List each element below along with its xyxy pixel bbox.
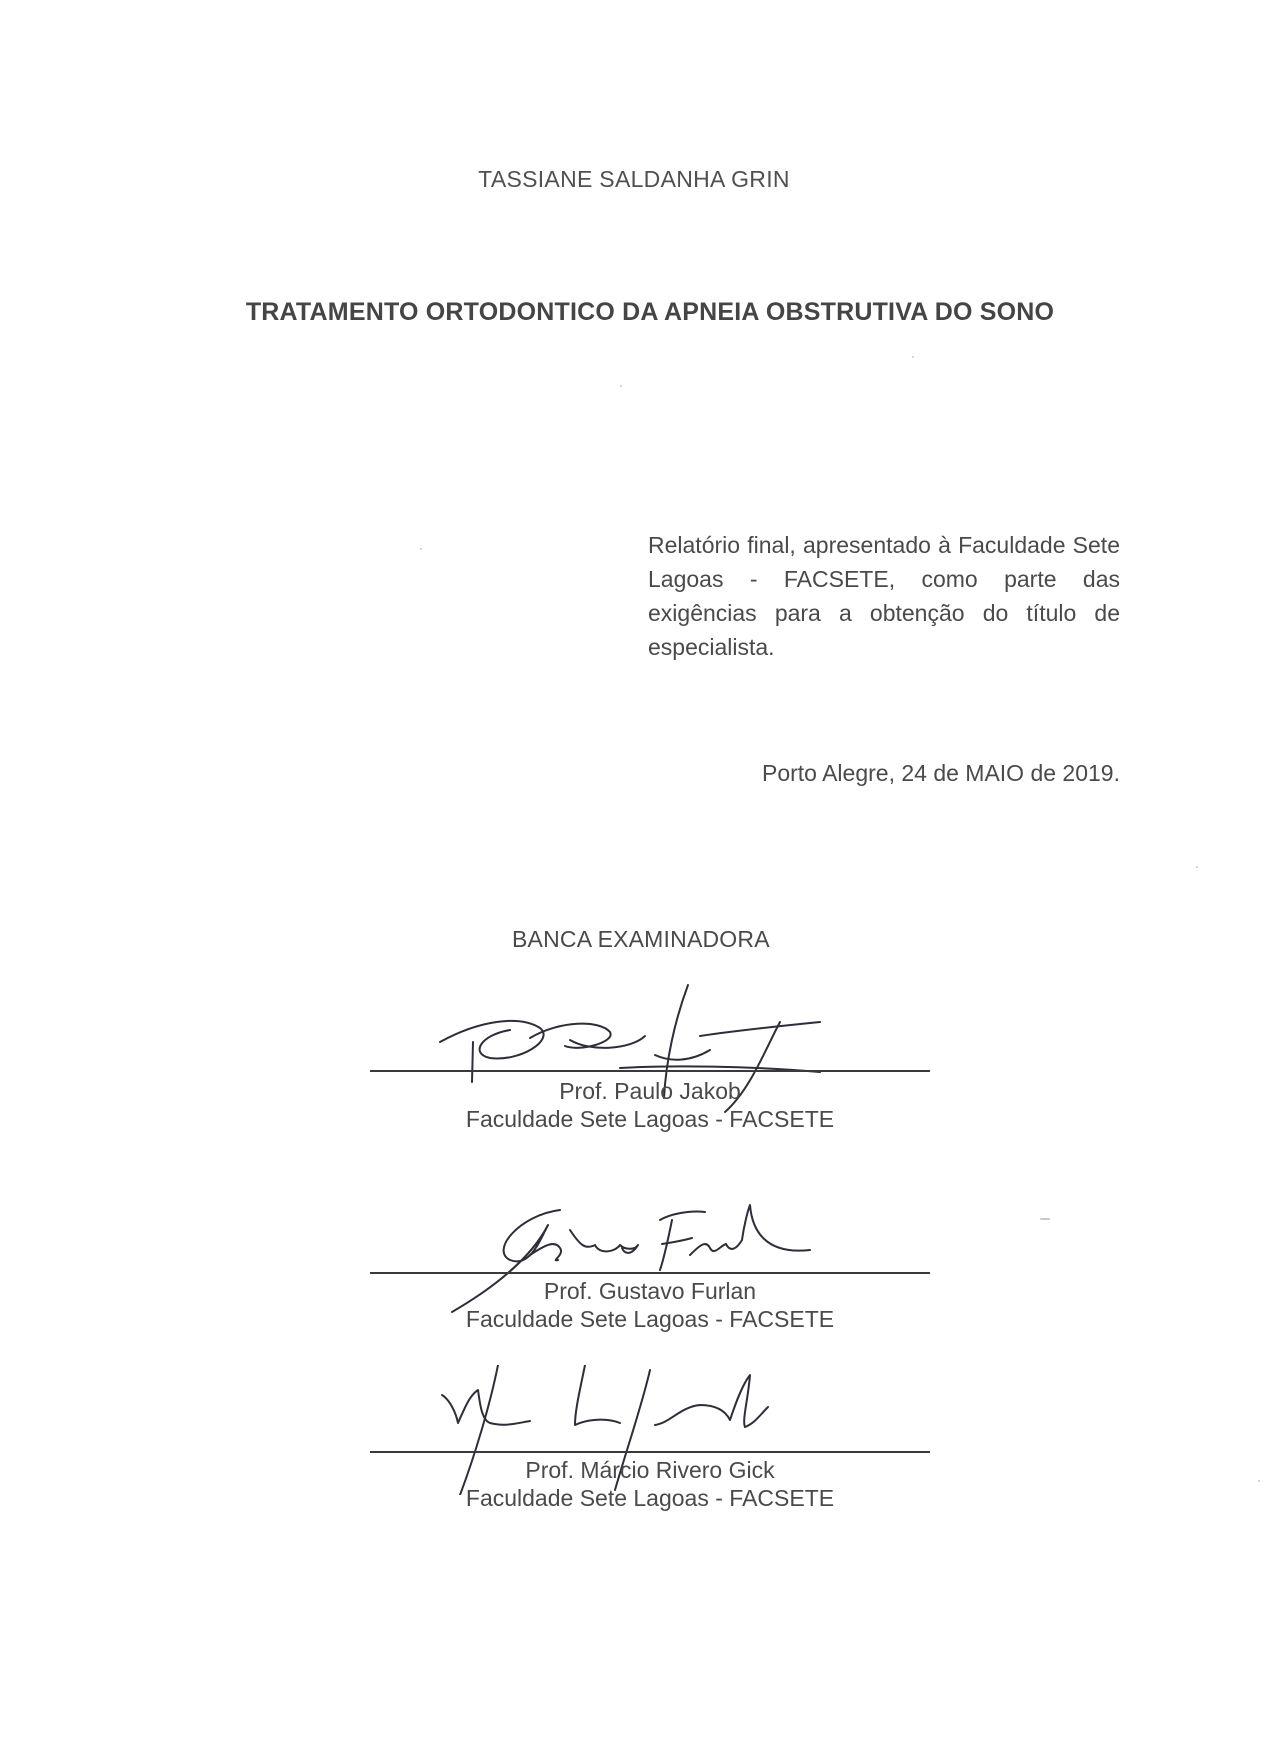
place-and-date: Porto Alegre, 24 de MAIO de 2019.: [761, 760, 1120, 786]
examiner-name-1: Prof. Paulo Jakob: [559, 1078, 741, 1104]
scan-speck: [1040, 1218, 1050, 1220]
examiner-institution-1: Faculdade Sete Lagoas - FACSETE: [465, 1106, 835, 1132]
document-description: Relatório final, apresentado à Faculdade Sete Lagoas - FACSETE, como parte das exigências para a obtenção do título de especialista.: [648, 532, 1120, 660]
signature-block-1: [370, 980, 930, 1150]
scan-speck: [1196, 866, 1198, 868]
examiner-institution-2: Faculdade Sete Lagoas - FACSETE: [465, 1306, 835, 1332]
author-name: [0, 166, 1276, 193]
scan-speck: [420, 548, 422, 550]
author-name-text: TASSIANE SALDANHA GRIN: [478, 166, 790, 192]
examiner-name-2: Prof. Gustavo Furlan: [543, 1278, 757, 1304]
examiner-institution-3: Faculdade Sete Lagoas - FACSETE: [465, 1485, 835, 1511]
examining-board-heading: BANCA EXAMINADORA: [512, 926, 770, 952]
signature-line-3: [370, 1451, 930, 1453]
document-title: TRATAMENTO ORTODONTICO DA APNEIA OBSTRUTIVA DO SONO: [245, 298, 1055, 326]
signature-line-1: [370, 1070, 930, 1072]
signature-block-2: [370, 1200, 930, 1350]
scan-speck: [1258, 1480, 1260, 1482]
signature-line-2: [370, 1272, 930, 1274]
examiner-name-3: Prof. Márcio Rivero Gick: [525, 1457, 775, 1483]
scan-speck: [912, 356, 914, 358]
scan-speck: [620, 385, 622, 387]
signature-block-3: [370, 1365, 930, 1525]
